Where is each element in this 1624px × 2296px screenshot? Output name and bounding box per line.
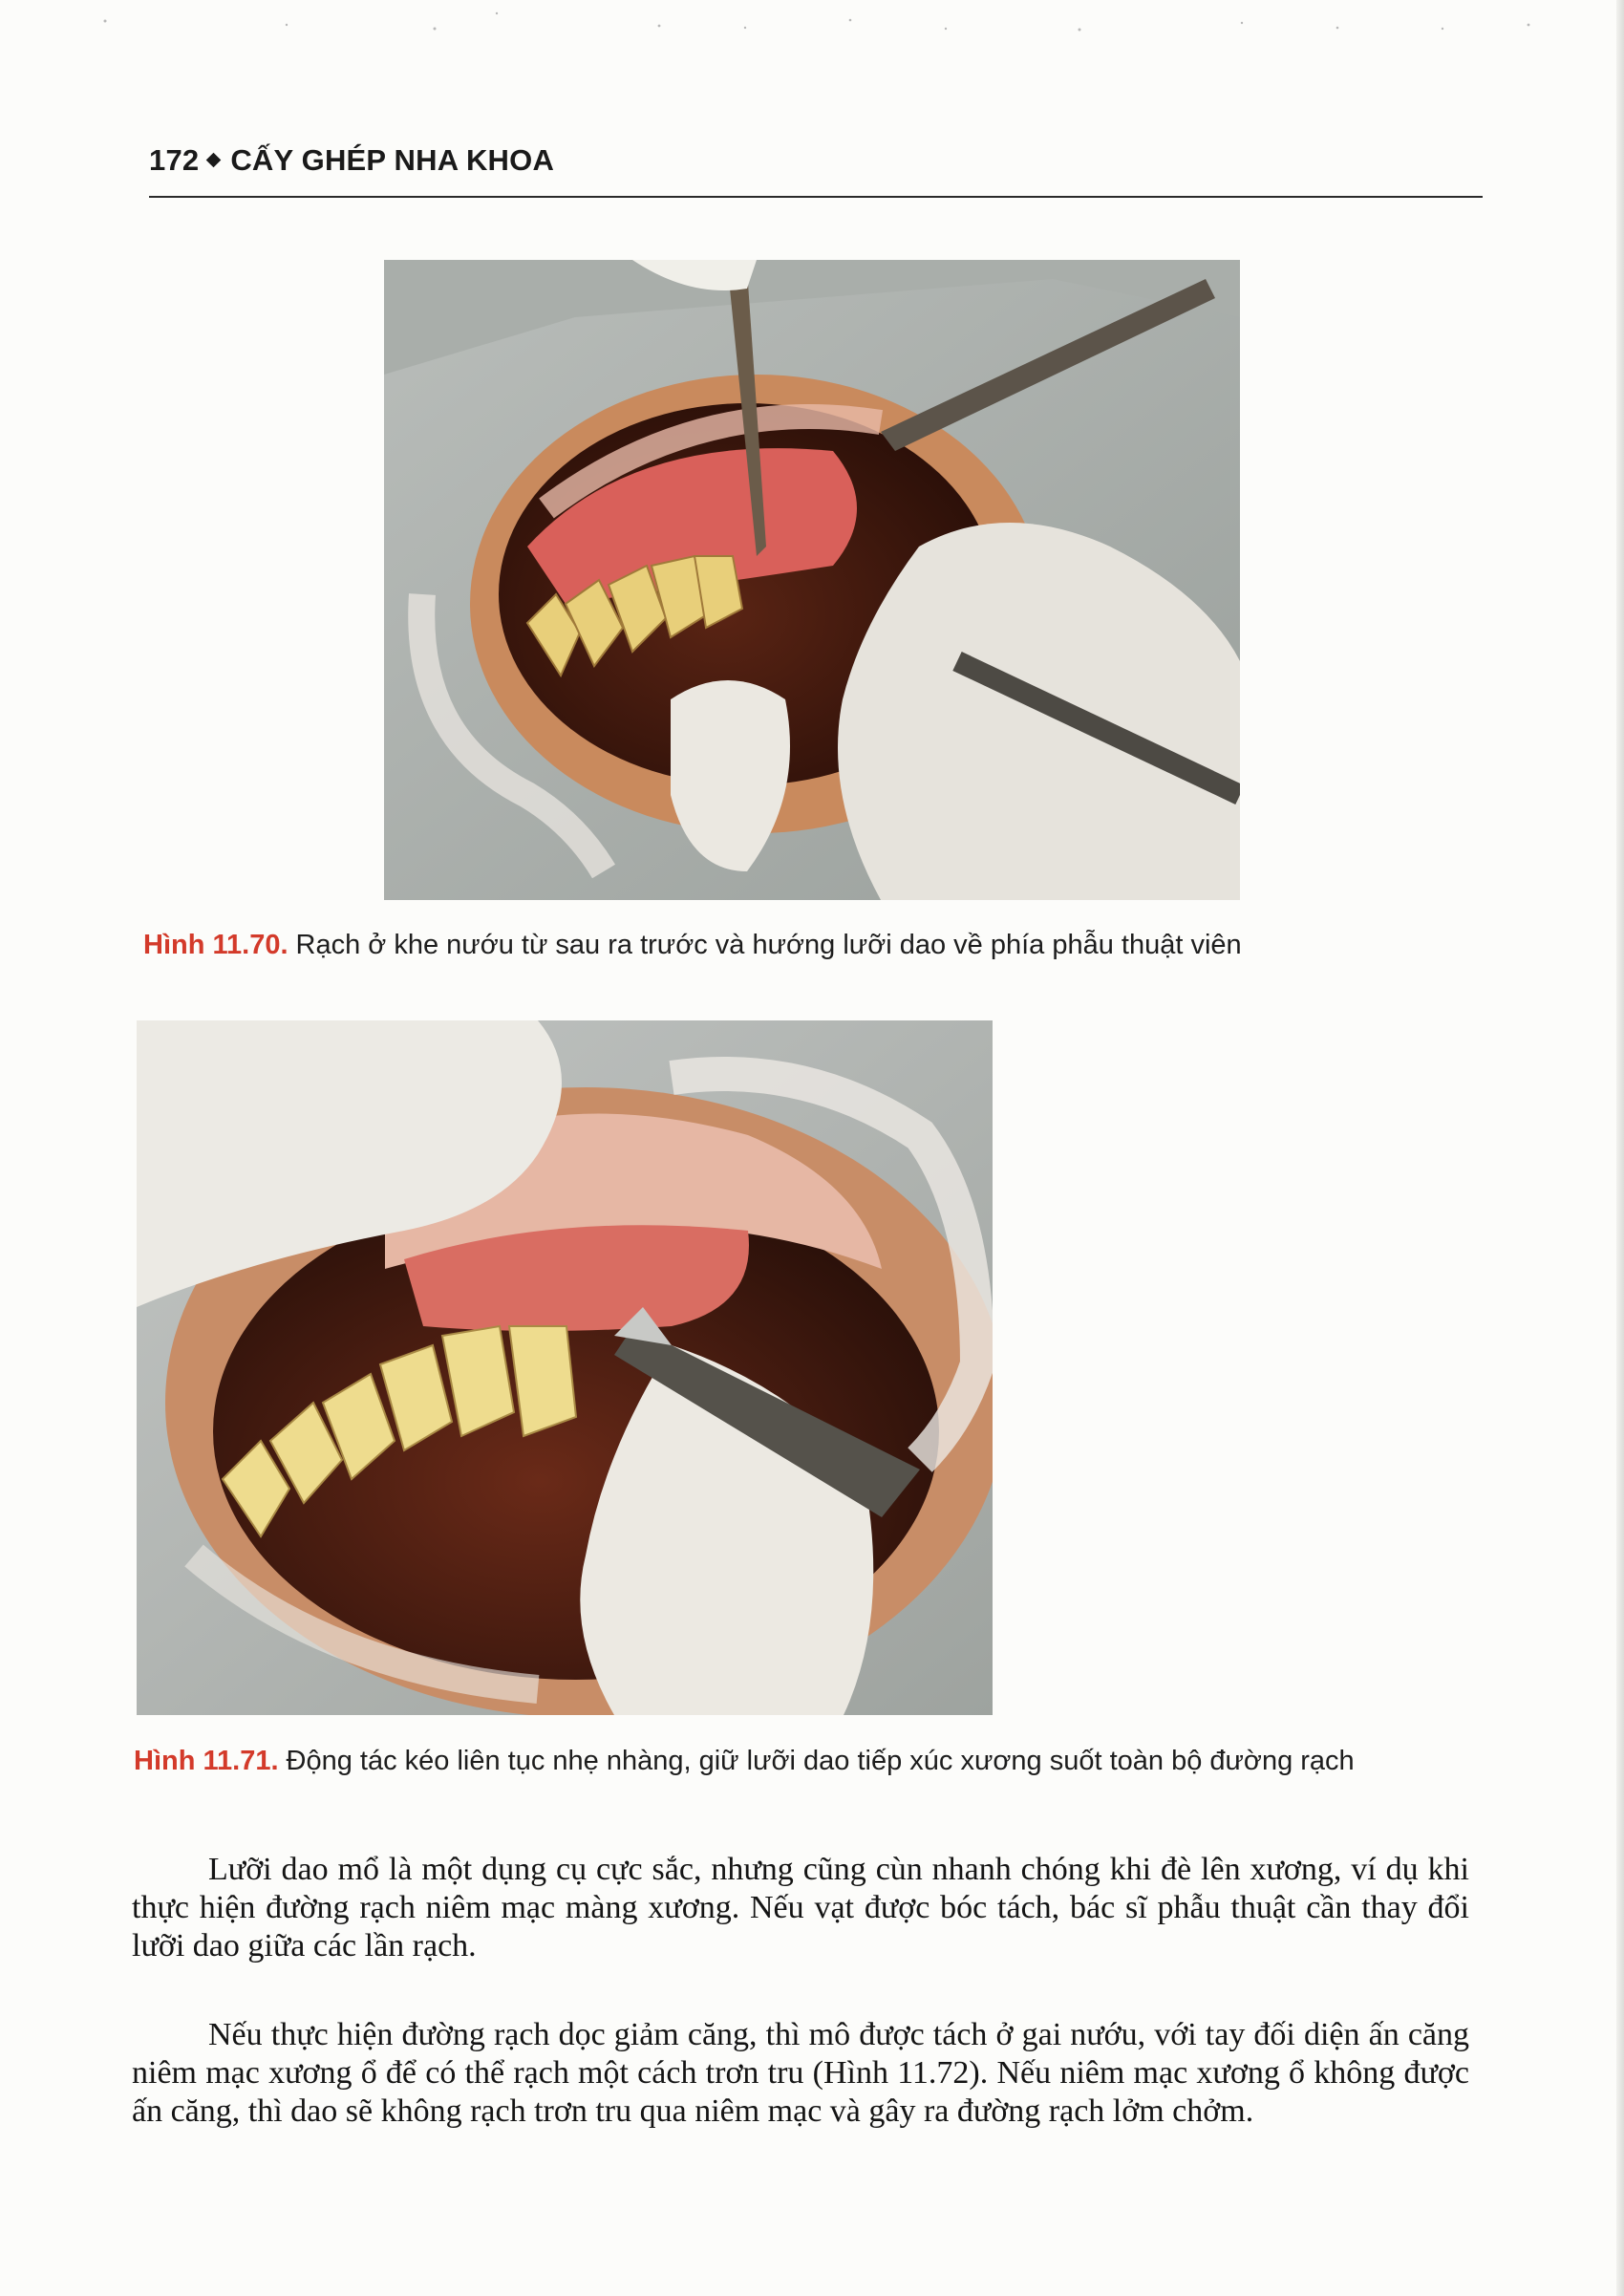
diamond-icon xyxy=(206,153,222,168)
figure-photo-11-70 xyxy=(384,260,1240,900)
page-number: 172 xyxy=(149,143,200,177)
book-title: CẤY GHÉP NHA KHOA xyxy=(230,143,555,177)
body-paragraph-2 xyxy=(132,2016,1469,2131)
figure-caption-11-71 xyxy=(134,1745,1490,1777)
running-header xyxy=(149,143,554,178)
header-rule xyxy=(149,196,1483,198)
caption-text: Rạch ở khe nướu từ sau ra trước và hướng lưỡi dao về phía phẫu thuật viên xyxy=(295,930,1242,960)
scan-page-edge xyxy=(1616,0,1624,2296)
figure-photo-11-71 xyxy=(137,1020,993,1715)
body-paragraph-1 xyxy=(132,1851,1469,1965)
scan-specks xyxy=(0,0,1624,57)
caption-text: Động tác kéo liên tục nhẹ nhàng, giữ lưỡi dao tiếp xúc xương suốt toàn bộ đường rạch xyxy=(286,1746,1355,1776)
paragraph-text: Nếu thực hiện đường rạch dọc giảm căng, thì mô được tách ở gai nướu, với tay đối diện ấn căng niêm mạc xương ổ để có thể rạch một cách trơn tru (Hình 11.72). Nếu niêm mạc xương ổ không được ấn căng, thì dao sẽ không rạch trơn tru qua niêm mạc và gây ra đường rạch lởm chởm. xyxy=(132,2017,1469,2129)
paragraph-text: Lưỡi dao mổ là một dụng cụ cực sắc, nhưng cũng cùn nhanh chóng khi đè lên xương, ví dụ khi thực hiện đường rạch niêm mạc màng xương. Nếu vạt được bóc tách, bác sĩ phẫu thuật cần thay đổi lưỡi dao giữa các lần rạch. xyxy=(132,1852,1469,1963)
figure-label: Hình 11.71. xyxy=(134,1746,279,1776)
figure-label: Hình 11.70. xyxy=(143,930,288,960)
figure-caption-11-70 xyxy=(143,929,1500,961)
